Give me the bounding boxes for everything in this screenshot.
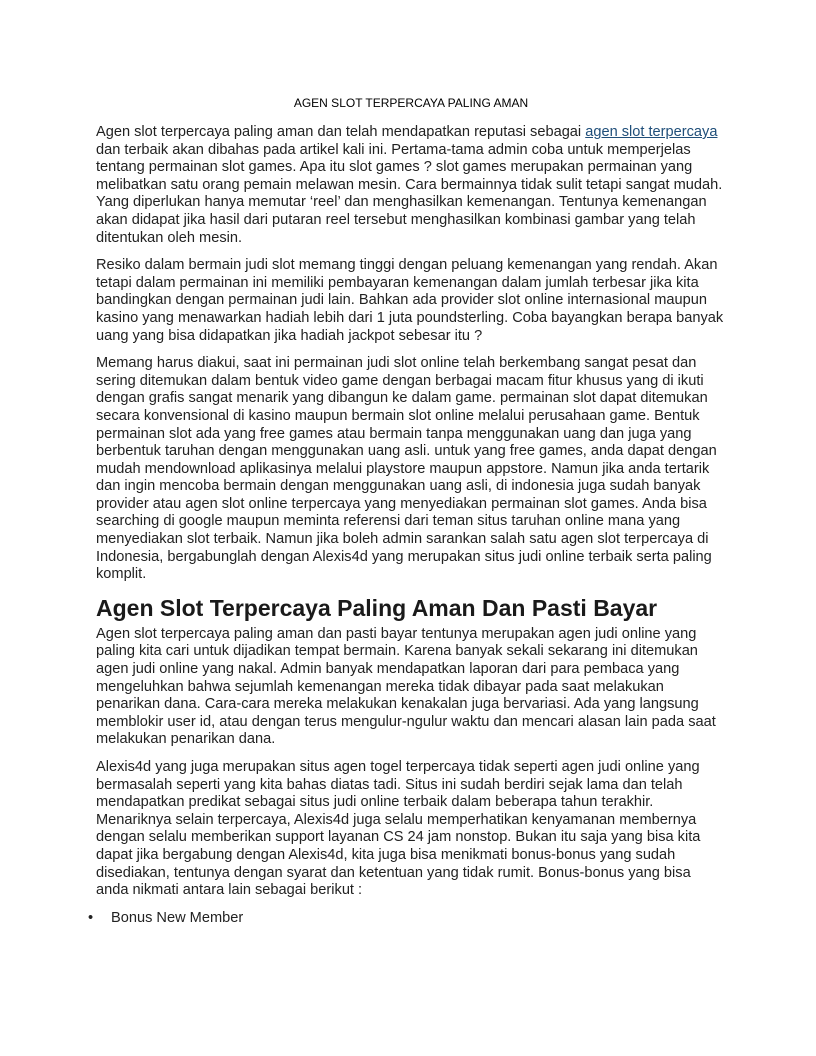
bonus-list — [88, 909, 726, 928]
list-item — [88, 909, 726, 928]
paragraph-alexis4d: Alexis4d yang juga merupakan situs agen togel terpercaya tidak seperti agen judi online yang bermasalah seperti yang kita bahas diatas tadi. Situs ini sudah berdiri sejak lama dan telah mendapatkan predikat sebagai situs judi online terbaik dalam beberapa tahun terakhir. Menariknya selain terpercaya, Alexis4d juga selalu memperhatikan kenyamanan membernya dengan selalu memberikan support layanan CS 24 jam nonstop. Bukan itu saja yang bisa kita dapat jika bergabung dengan Alexis4d, kita juga bisa menikmati bonus-bonus yang sudah disediakan, tentunya dengan syarat dan ketentuan yang tidak rumit. Bonus-bonus yang bisa anda nikmati antara lain sebagai berikut : — [96, 759, 701, 899]
paragraph-safe-agent: Agen slot terpercaya paling aman dan pasti bayar tentunya merupakan agen judi online yang paling kita cari untuk dijadikan tempat bermain. Karena banyak sekali sekarang ini ditemukan agen judi online yang nakal. Admin banyak mendapatkan laporan dari para pembaca yang mengeluhkan bahwa sejumlah kemenangan mereka tidak dibayar pada saat melakukan penarikan dana. Cara-cara mereka melakukan kenakalan juga bervariasi. Ada yang langsung memblokir user id, atau dengan terus mengulur-ngulur waktu dan mencari alasan lain pada saat melakukan penarikan dana. — [96, 625, 716, 748]
paragraph-intro — [96, 124, 726, 247]
bullet-icon: • — [88, 909, 94, 926]
paragraph-development: Memang harus diakui, saat ini permainan judi slot online telah berkembang sangat pesat dan sering ditemukan dalam bentuk video game dengan berbagai macam fitur khusus yang di ikuti dengan grafis sangat menarik yang dibangun ke dalam game. permainan slot dapat ditemukan secara konvensional di kasino maupun bermain slot online melalui perusahaan game. Bentuk permainan slot ada yang free games atau bermain tanpa menggunakan uang dan juga yang berbentuk taruhan dengan menggunakan uang asli. untuk yang free games, anda dapat dengan mudah mendownload aplikasinya melalui playstore maupun appstore. Namun jika anda tertarik dan ingin mencoba bermain dengan menggunakan uang asli, di indonesia juga sudah banyak provider atau agen slot online terpercaya yang menyediakan permainan slot games. Anda bisa searching di google maupun meminta referensi dari teman situs taruhan online mana yang menyediakan slot terbaik. Namun jika boleh admin sarankan salah satu agen slot terpercaya di Indonesia, bergabunglah dengan Alexis4d yang merupakan situs judi online terbaik serta paling komplit. — [96, 355, 717, 583]
section-heading: Agen Slot Terpercaya Paling Aman Dan Pasti Bayar — [96, 594, 658, 621]
list-item-label: Bonus New Member — [111, 909, 244, 926]
paragraph-intro-text-before: Agen slot terpercaya paling aman dan telah mendapatkan reputasi sebagai — [96, 124, 586, 140]
paragraph-risk: Resiko dalam bermain judi slot memang tinggi dengan peluang kemenangan yang rendah. Akan tetapi dalam permainan ini memiliki pembayaran kemenangan dalam jumlah terbesar jika kita bandingkan dengan permainan judi lain. Bahkan ada provider slot online internasional maupun kasino yang menawarkan hadiah lebih dari 1 juta poundsterling. Coba bayangkan berapa banyak uang yang bisa didapatkan jika hadiah jackpot sebesar itu ? — [96, 257, 724, 344]
document-title: AGEN SLOT TERPERCAYA PALING AMAN — [293, 96, 529, 110]
document-body — [88, 124, 726, 927]
agen-slot-terpercaya-link[interactable]: agen slot terpercaya — [585, 124, 718, 140]
paragraph-intro-text-after: dan terbaik akan dibahas pada artikel kali ini. Pertama-tama admin coba untuk memperjelas tentang permainan slot games. Apa itu slot games ? slot games merupakan permainan yang melibatkan satu orang pemain melawan mesin. Cara bermainnya tidak sulit tetapi sangat mudah. Yang diperlukan hanya memutar ‘reel’ dan menghasilkan kemenangan. Tentunya kemenangan akan didapat jika hasil dari putaran reel tersebut menghasilkan kombinasi gambar yang telah ditentukan oleh mesin. — [96, 141, 723, 246]
